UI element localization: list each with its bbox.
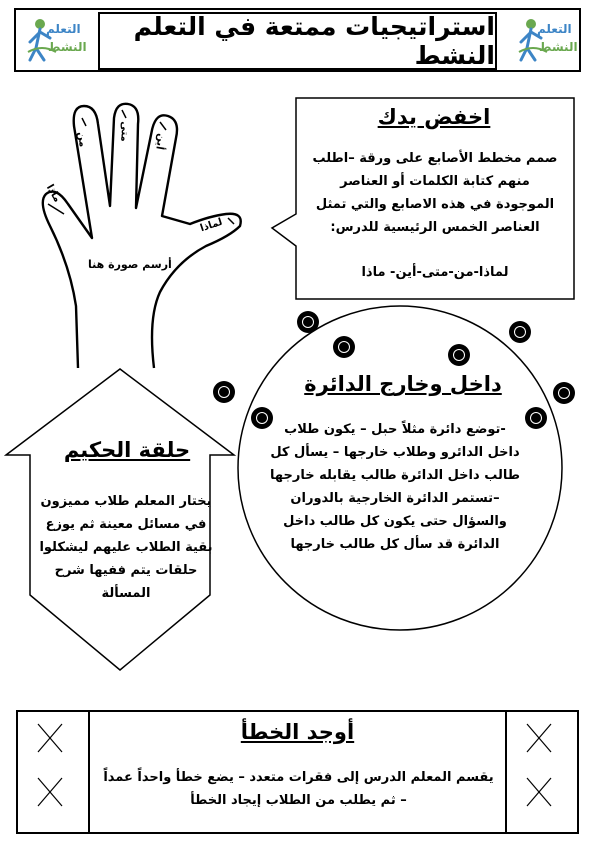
page-header [14,8,581,72]
finger-label-ring: أين [153,132,167,151]
bottom-card-heading: أوجد الخطأ [240,720,355,744]
finger-label-thumb: ماذا [43,182,63,205]
active-learning-logo [513,14,578,66]
hand-card-heading: اخفض يدك [377,105,491,129]
page-title: استراتيجيات ممتعة في التعلم النشط [98,12,497,70]
logo-text-top: التعلم [46,22,81,36]
circle-dot [448,344,470,366]
active-learning-logo [22,14,87,66]
hand-card-tail: لماذا-من-متى-أين- ماذا [361,265,509,280]
finger-label-index: من [75,131,88,148]
bottom-card-body: يقسم المعلم الدرس إلى فقرات متعدد – يضع خطأ واحداً عمداً – ثم يطلب من الطلاب إيجاد الخطأ [103,770,494,808]
finger-label-pinky: لماذا [198,216,224,235]
logo-text-bottom: النشط [48,40,87,54]
arrow-card-heading: حلقة الحكيم [63,438,191,462]
circle-dot [333,336,355,358]
palm-label: أرسم صورة هنا [88,258,172,271]
circle-card-body: -توضع دائرة مثلاً حبل – يكون طلاب داخل الدائرو وطلاب خارجها – يسأل كل طالب داخل الدائرة طالب يقابله خارجها –تستمر الدائرة الخارجية بالدوران والسؤال حتى يكون كل طالب داخل الدائرة قد سأل كل طالب خارجها [270,422,520,552]
circle-dot [297,311,319,333]
circle-dot [553,382,575,404]
circle-dot [509,321,531,343]
finger-label-middle: متى [118,121,131,142]
circle-card-heading: داخل وخارج الدائرة [304,372,502,396]
hand-card-body: صمم مخطط الأصابع على ورقة –اطلب منهم كتابة الكلمات أو العناصر الموجودة في هذه الاصابع والتي تمثل العناصر الخمس الرئيسية للدرس: [312,151,558,235]
arrow-card-body: يختار المعلم طلاب مميزون في مسائل معينة ثم يوزع بقية الطلاب عليهم ليشكلوا حلقات يتم ففيها شرح المسألة [39,494,213,601]
logo-text-bottom: النشط [539,40,578,54]
circle-dot [525,407,547,429]
hand-card [295,97,573,299]
bottom-card-right-column [505,712,577,832]
bottom-card [16,710,579,834]
bottom-card-left-column [18,712,90,832]
logo-text-top: التعلم [537,22,572,36]
